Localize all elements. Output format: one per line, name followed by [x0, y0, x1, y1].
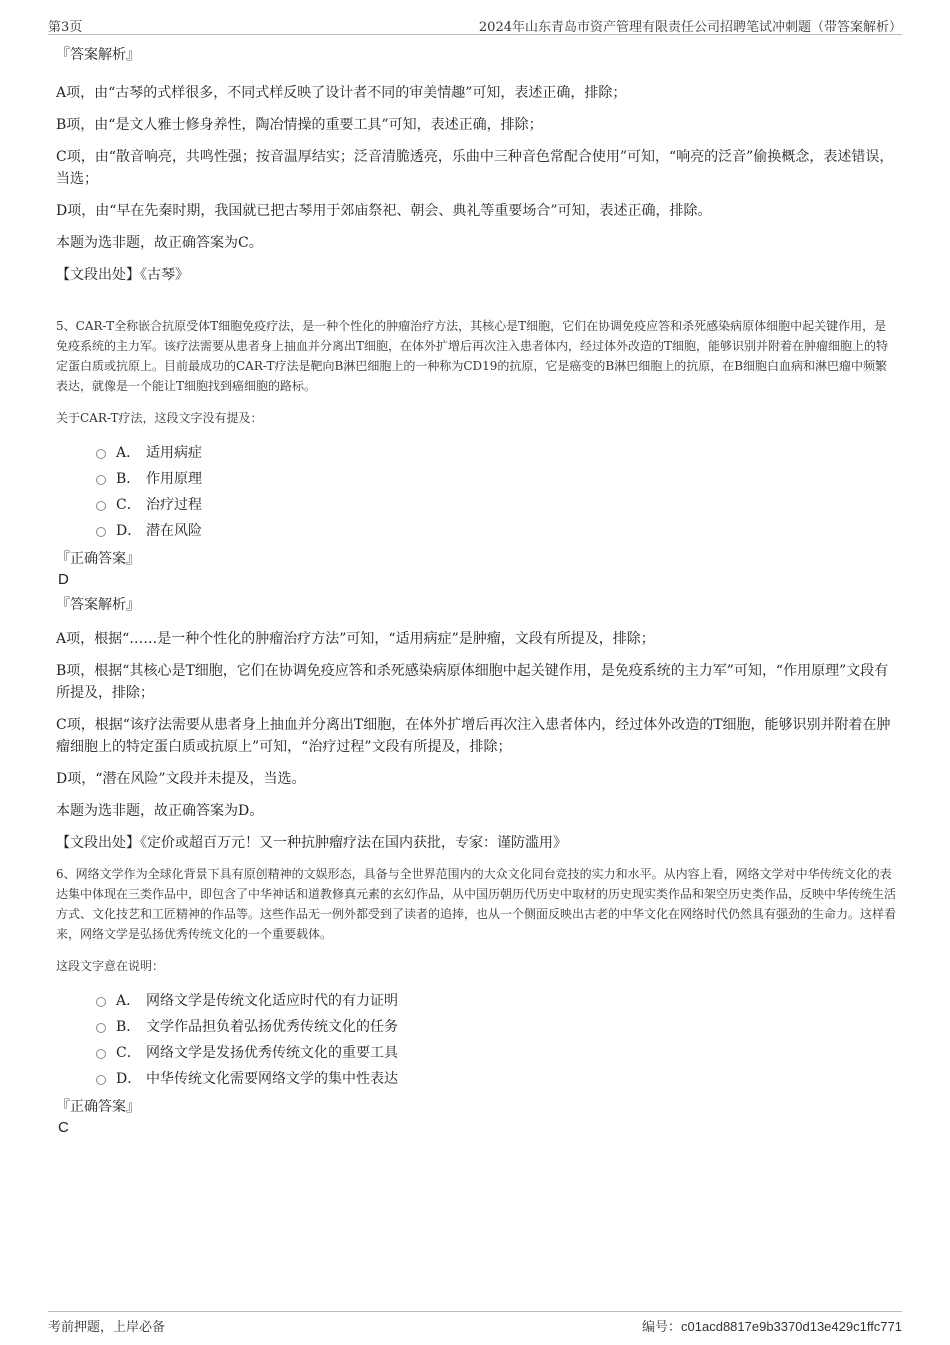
radio-button[interactable]	[96, 449, 106, 459]
option-d[interactable]: D． 中华传统文化需要网络文学的集中性表达	[56, 1066, 896, 1092]
page-footer	[48, 1311, 902, 1336]
option-b[interactable]: B． 作用原理	[56, 466, 896, 492]
option-a[interactable]: A． 适用病症	[56, 440, 896, 466]
page-header	[48, 14, 902, 35]
option-list	[56, 988, 896, 1092]
question-6	[56, 864, 896, 1138]
correct-answer: C	[58, 1119, 69, 1136]
radio-button[interactable]	[96, 527, 106, 537]
code-label: 编号：	[642, 1320, 682, 1335]
analysis-item-d: D项，“潜在风险”文段并未提及，当选。	[56, 771, 306, 787]
footer-slogan: 考前押题，上岸必备	[48, 1320, 166, 1335]
option-c[interactable]: C． 网络文学是发扬优秀传统文化的重要工具	[56, 1040, 896, 1066]
analysis-label: 『答案解析』	[56, 597, 140, 613]
option-c[interactable]: C． 治疗过程	[56, 492, 896, 518]
analysis-item-b: B项，根据“其核心是T细胞，它们在协调免疫应答和杀死感染病原体细胞中起关键作用，是免疫系统的主力军”可知，“作用原理”文段有所提及，排除；	[56, 663, 889, 701]
analysis-item-c: C项，由“散音响亮，共鸣性强；按音温厚结实；泛音清脆透亮，乐曲中三种音色常配合使用”可知，“响亮的泛音”偷换概念，表述错误，当选；	[56, 149, 894, 187]
document-code	[642, 1316, 902, 1335]
analysis-label: 『答案解析』	[56, 47, 140, 63]
option-a[interactable]: A． 网络文学是传统文化适应时代的有力证明	[56, 988, 896, 1014]
radio-button[interactable]	[96, 997, 106, 1007]
q4-analysis-section	[56, 44, 896, 286]
option-b[interactable]: B． 文学作品担负着弘扬优秀传统文化的任务	[56, 1014, 896, 1040]
analysis-item-d: D项，由“早在先秦时期，我国就已把古琴用于郊庙祭祀、朝会、典礼等重要场合”可知，表述正确，排除。	[56, 203, 712, 219]
radio-button[interactable]	[96, 475, 106, 485]
correct-answer: D	[58, 571, 69, 588]
question-5	[56, 316, 896, 854]
option-list	[56, 440, 896, 544]
radio-button[interactable]	[96, 1023, 106, 1033]
correct-answer-label: 『正确答案』	[56, 551, 140, 567]
question-prompt: 关于CAR-T疗法，这段文字没有提及：	[56, 411, 263, 425]
correct-answer-label: 『正确答案』	[56, 1099, 140, 1115]
question-prompt: 这段文字意在说明：	[56, 959, 165, 973]
analysis-conclusion: 本题为选非题，故正确答案为D。	[56, 803, 264, 819]
code-value: c01acd8817e9b3370d13e429c1ffc771	[681, 1319, 902, 1334]
analysis-item-a: A项，根据“……是一种个性化的肿瘤治疗方法”可知，“适用病症”是肿瘤，文段有所提及，排除；	[56, 631, 655, 647]
option-d[interactable]: D． 潜在风险	[56, 518, 896, 544]
analysis-item-b: B项，由“是文人雅士修身养性，陶冶情操的重要工具”可知，表述正确，排除；	[56, 117, 543, 133]
document-content	[56, 44, 896, 1142]
question-text: 5、CAR-T全称嵌合抗原受体T细胞免疫疗法，是一种个性化的肿瘤治疗方法，其核心是T细胞，它们在协调免疫应答和杀死感染病原体细胞中起关键作用，是免疫系统的主力军。该疗法需要从患者身上抽血并分离出T细胞，在体外扩增后再次注入患者体内，经过体外改造的T细胞，能够识别并附着在肿瘤细胞上的特定蛋白质或抗原上。目前最成功的CAR-T疗法是靶向B淋巴细胞上的一种称为CD19的抗原，它是癌变的B淋巴细胞上的抗原，在B细胞白血病和淋巴瘤中频繁表达，就像是一个能让T细胞找到癌细胞的路标。	[56, 319, 889, 393]
source-citation: 【文段出处】《古琴》	[56, 267, 189, 283]
document-title: 2024年山东青岛市资产管理有限责任公司招聘笔试冲刺题（带答案解析）	[478, 20, 902, 35]
analysis-conclusion: 本题为选非题，故正确答案为C。	[56, 235, 263, 251]
radio-button[interactable]	[96, 1075, 106, 1085]
analysis-item-a: A项，由“古琴的式样很多，不同式样反映了设计者不同的审美情趣”可知，表述正确，排除；	[56, 85, 627, 101]
radio-button[interactable]	[96, 501, 106, 511]
question-text: 6、网络文学作为全球化背景下具有原创精神的文娱形态，具备与全世界范围内的大众文化同台竞技的实力和水平。从内容上看，网络文学对中华传统文化的表达集中体现在三类作品中，即包含了中华神话和道教修真元素的玄幻作品，从中国历朝历代历史中取材的历史现实类作品和架空历史类作品，反映中华传统生活方式、文化技艺和工匠精神的作品等。这些作品无一例外都受到了读者的追捧，也从一个侧面反映出古老的中华文化在网络时代仍然具有强劲的生命力。这样看来，网络文学是弘扬优秀传统文化的一个重要载体。	[56, 867, 897, 941]
analysis-item-c: C项，根据“该疗法需要从患者身上抽血并分离出T细胞，在体外扩增后再次注入患者体内，经过体外改造的T细胞，能够识别并附着在肿瘤细胞上的特定蛋白质或抗原上”可知，“治疗过程”文段有所提及，排除；	[56, 717, 891, 755]
radio-button[interactable]	[96, 1049, 106, 1059]
source-citation: 【文段出处】《定价或超百万元！又一种抗肿瘤疗法在国内获批，专家：谨防滥用》	[56, 835, 567, 851]
page-number: 第3页	[48, 20, 83, 35]
